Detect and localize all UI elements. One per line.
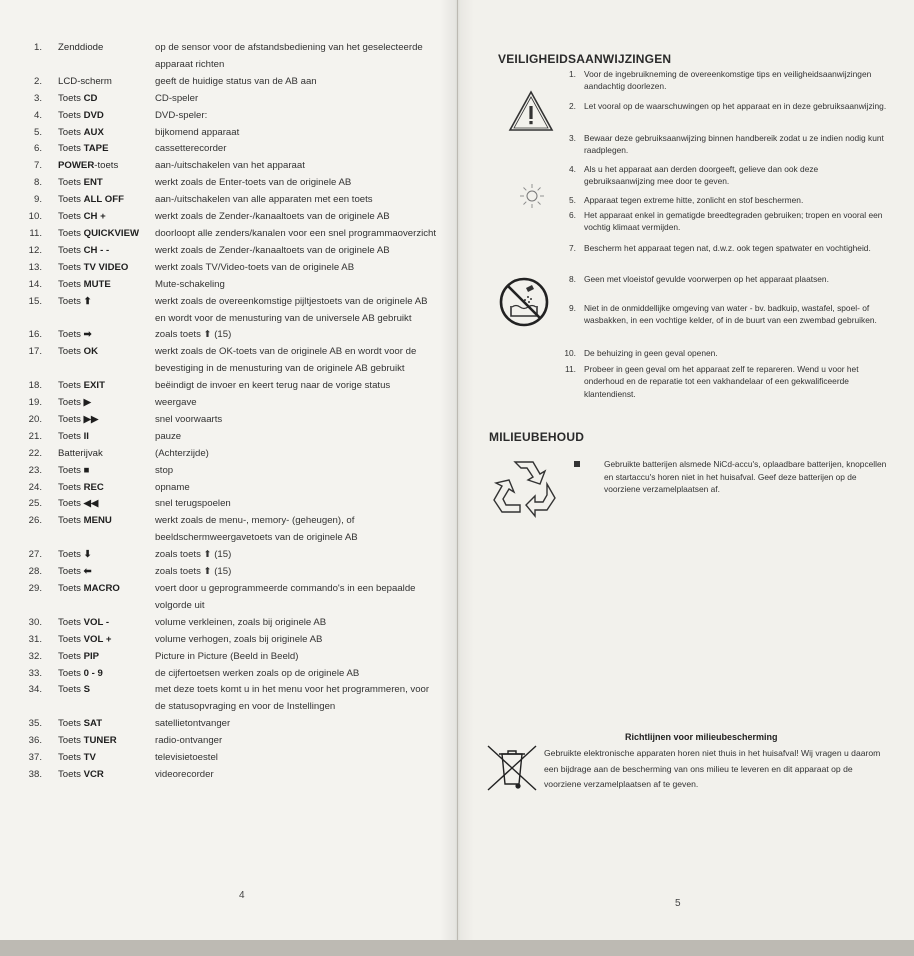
recycle-icon [490,456,558,520]
legend-key [58,91,154,108]
legend-description: met deze toets komt u in het menu voor het programmeren, voor de statusopvraging en voor de Instellingen [155,684,430,713]
legend-row [0,767,457,784]
legend-number: 26. [28,515,42,527]
legend-row [0,209,457,226]
legend-row [0,378,457,395]
safety-text: Bewaar deze gebruiksaanwijzing binnen handbereik zodat u ze indien nodig kunt raadplegen. [584,133,884,156]
page-fold [440,0,474,956]
legend-key-prefix: Batterijvak [58,447,103,459]
legend-number: 4. [33,109,42,121]
legend-key-prefix: Toets [58,768,84,780]
legend-key-prefix: Toets [58,464,84,476]
legend-row [0,226,457,243]
legend-number: 34. [28,684,42,696]
legend-key-name: ⬅ [83,566,92,578]
legend-number: 5. [33,126,42,138]
legend-row [0,632,457,649]
legend-description: radio-ontvanger [155,735,223,747]
legend-description: op de sensor voor de afstandsbediening van het geselecteerde apparaat richten [155,42,423,70]
legend-description: cassetterecorder [155,143,227,155]
legend-row [0,327,457,344]
legend-key-name: ➡ [83,329,92,341]
legend-key-name: VOL - [83,616,110,628]
legend-number: 2. [33,75,42,87]
safety-text: Voor de ingebruikneming de overeenkomstige tips en veiligheidsaanwijzingen aandachtig doorlezen. [584,69,872,92]
legend-description: werkt zoals de overeenkomstige pijltjestoets van de originele AB en wordt voor de menusturing van de universele AB gebruikt [155,295,428,324]
legend-row [0,91,457,108]
legend-description: werkt zoals TV/Video-toets van de originele AB [155,261,355,273]
legend-description: volume verkleinen, zoals bij originele AB [155,616,327,628]
legend-number: 20. [28,413,42,425]
legend-description: televisietoestel [155,752,218,764]
legend-key-prefix: Toets [58,667,84,679]
legend-key-prefix: Toets [58,380,84,392]
legend-key-prefix: Toets [58,346,84,358]
legend-row [0,733,457,750]
safety-number: 1. [569,69,576,79]
legend-key-name: TUNER [83,735,117,747]
legend-description: weergave [155,397,197,409]
legend-key [58,209,154,226]
sun-icon [518,182,546,210]
legend-key [58,666,154,683]
legend-key-prefix: Toets [58,549,84,561]
legend-key-name: 0 - 9 [83,667,103,679]
legend-key [58,40,154,57]
safety-number: 4. [569,164,576,174]
legend-row [0,277,457,294]
legend-key-name: S [83,684,91,696]
legend-key-prefix: Zenddiode [58,42,104,53]
legend-number: 33. [28,667,42,679]
legend-row [0,412,457,429]
legend-description: zoals toets ⬆ (15) [155,329,232,341]
legend-description: CD-speler [155,92,199,104]
legend-key [58,429,154,446]
legend-key-name: MUTE [83,278,111,290]
legend-key-name: ⬆ [83,295,92,307]
legend-key-name: CH + [83,211,106,223]
legend-row [0,682,457,716]
legend-description: snel voorwaarts [155,413,223,425]
legend-description: aan-/uitschakelen van alle apparaten met een toets [155,194,373,206]
legend-key-name: PIP [83,650,100,662]
legend-description: bijkomend apparaat [155,126,240,138]
page-number-left: 4 [239,890,245,901]
safety-text: Let vooral op de waarschuwingen op het apparaat en in deze gebruiksaanwijzing. [584,101,887,111]
safety-text: Geen met vloeistof gevulde voorwerpen op het apparaat plaatsen. [584,274,829,284]
legend-key-suffix: -toets [94,160,119,172]
legend-key [58,733,154,750]
page-number-right: 5 [675,898,681,909]
legend-description: stop [155,464,174,476]
legend-key [58,294,154,311]
no-water-icon [498,276,550,328]
legend-description: Picture in Picture (Beeld in Beeld) [155,650,299,662]
legend-key [58,564,154,581]
legend-row [0,513,457,547]
legend-row [0,547,457,564]
safety-text: Probeer in geen geval om het apparaat zelf te repareren. Wend u voor het onderhoud en de reparatie tot een vakhandelaar of een gekwalificeerde klantendienst. [584,364,859,399]
legend-key [58,378,154,395]
legend-number: 19. [28,397,42,409]
legend-key [58,412,154,429]
legend-key-prefix: Toets [58,211,84,223]
legend-key-prefix: Toets [58,735,84,747]
legend-key [58,547,154,564]
legend-key [58,463,154,480]
legend-key-name: ▶▶ [83,413,99,425]
safety-item [569,194,890,206]
legend-row [0,649,457,666]
legend-description: werkt zoals de Enter-toets van de originele AB [155,177,352,189]
safety-text: Als u het apparaat aan derden doorgeeft, gelieve dan ook deze gebruiksaanwijzing mee door te geven. [584,164,819,187]
legend-key-prefix: Toets [58,616,84,628]
legend-row [0,429,457,446]
legend-key [58,750,154,767]
legend-number: 36. [28,735,42,747]
legend-key-prefix: Toets [58,244,84,256]
legend-row [0,480,457,497]
legend-key-name: ◀◀ [83,498,99,510]
legend-key-prefix: Toets [58,295,84,307]
legend-key-name: EXIT [83,380,105,392]
safety-text: Niet in de onmiddellijke omgeving van water - bv. badkuip, wastafel, spoel- of wasbakken, in een vochtige kelder, of in de buurt van een zwembad gebruiken. [584,303,877,326]
legend-description: zoals toets ⬆ (15) [155,566,232,578]
environment-text: Gebruikte batterijen alsmede NiCd-accu's, oplaadbare batterijen, knopcellen en startaccu's horen niet in het huisafval. Geef deze batterijen op de voorziene verzamelplaatsen af. [604,459,887,495]
legend-key-prefix: Toets [58,227,84,239]
legend-key-prefix: Toets [58,126,84,138]
legend-key-prefix: Toets [58,329,84,341]
legend-key-name: CH - - [83,244,110,256]
legend-description: volume verhogen, zoals bij originele AB [155,633,323,645]
legend-key [58,243,154,260]
legend-description: videorecorder [155,768,214,780]
legend-description: geeft de huidige status van de AB aan [155,75,317,87]
safety-number: 6. [569,210,576,220]
safety-text: Het apparaat enkel in gematigde breedtegraden gebruiken; tropen en vooral een vochtig klimaat vermijden. [584,210,883,233]
legend-number: 16. [28,329,42,341]
legend-key [58,513,154,530]
legend-key-prefix: LCD-scherm [58,75,112,87]
legend-key-prefix: Toets [58,177,84,189]
legend-number: 15. [28,295,42,307]
safety-number: 9. [569,303,576,313]
guidelines-text: Gebruikte elektronische apparaten horen niet thuis in het huisafval! Wij vragen u daarom een bijdrage aan de bescherming van ons milieu te leveren en dit apparaat op de voorziene verzamelplaatsen af te geven. [544,748,881,789]
legend-key [58,175,154,192]
legend-number: 8. [33,177,42,189]
legend-key-prefix: Toets [58,109,84,121]
legend-description: werkt zoals de OK-toets van de originele AB en wordt voor de bevestiging in de menusturing van de originele AB gebruikt [155,346,417,375]
legend-number: 14. [28,278,42,290]
safety-item [569,100,890,112]
legend-key-name: II [83,430,89,442]
legend-number: 35. [28,718,42,730]
legend-description: aan-/uitschakelen van het apparaat [155,160,305,172]
legend-row [0,192,457,209]
legend-row [0,260,457,277]
legend-number: 17. [28,346,42,358]
safety-item [564,363,890,400]
legend-key [58,632,154,649]
legend-key-prefix: Toets [58,194,84,206]
legend-key-prefix: Toets [58,498,84,510]
legend-key-name: ▶ [83,397,91,409]
legend-description: zoals toets ⬆ (15) [155,549,232,561]
legend-description: voert door u geprogrammeerde commando's in een bepaalde volgorde uit [155,583,416,611]
legend-key [58,192,154,209]
legend-number: 31. [28,633,42,645]
legend-key [58,682,154,699]
legend-key-prefix: Toets [58,566,84,578]
legend-row [0,125,457,142]
legend-row [0,463,457,480]
safety-item [569,302,890,327]
legend-number: 29. [28,583,42,594]
legend-description: opname [155,481,190,493]
legend-key [58,344,154,361]
legend-key-prefix: Toets [58,718,84,730]
legend-key [58,649,154,666]
safety-item [569,209,890,234]
legend-number: 11. [29,227,42,239]
safety-item [569,132,890,157]
legend-key-prefix: Toets [58,397,84,409]
legend-row [0,243,457,260]
legend-description: werkt zoals de Zender-/kanaaltoets van de originele AB [155,244,390,256]
legend-row [0,74,457,91]
safety-item [569,68,890,93]
legend-number: 1. [33,42,42,53]
legend-key-name: POWER [58,160,95,172]
legend-number: 28. [28,566,42,578]
legend-key [58,496,154,513]
legend-row [0,395,457,412]
safety-item [569,273,890,285]
legend-row [0,344,457,378]
legend-number: 18. [28,380,42,392]
legend-key [58,395,154,412]
safety-text: De behuizing in geen geval openen. [584,348,718,358]
legend-key-name: TAPE [83,143,109,155]
legend-number: 10. [28,211,42,223]
legend-key-name: ALL OFF [83,194,124,206]
legend-number: 13. [28,261,42,273]
legend-row [0,141,457,158]
legend-key-name: QUICKVIEW [83,227,140,239]
legend-key [58,108,154,125]
legend-key-name: ■ [83,464,90,476]
legend-number: 12. [28,244,42,256]
legend-row [0,446,457,463]
legend-description: werkt zoals de Zender-/kanaaltoets van de originele AB [155,211,390,223]
legend-number: 32. [28,650,42,662]
legend-key [58,125,154,142]
legend-key [58,226,154,243]
legend-description: beëindigt de invoer en keert terug naar de vorige status [155,380,391,392]
legend-description: Mute-schakeling [155,278,225,290]
legend-key-name: CD [83,92,98,104]
legend-number: 37. [28,752,42,764]
button-legend-list [0,40,457,784]
legend-description: de cijfertoetsen werken zoals op de originele AB [155,667,360,679]
legend-key [58,767,154,784]
legend-key-prefix: Toets [58,261,84,273]
legend-description: DVD-speler: [155,109,208,121]
legend-number: 25. [28,498,42,510]
safety-number: 7. [569,243,576,253]
legend-key [58,260,154,277]
legend-key-name: DVD [83,109,104,121]
legend-key [58,716,154,733]
legend-key-prefix: Toets [58,583,84,594]
legend-key [58,277,154,294]
guidelines-title: Richtlijnen voor milieubescherming [625,732,778,742]
legend-number: 9. [33,194,42,206]
safety-item [569,163,890,188]
crossed-bin-icon [486,744,538,792]
legend-key-prefix: Toets [58,143,84,155]
legend-key [58,141,154,158]
legend-key [58,158,154,175]
legend-number: 6. [33,143,42,155]
legend-description: (Achterzijde) [155,447,209,459]
legend-row [0,158,457,175]
safety-number: 8. [569,274,576,284]
legend-key [58,74,154,91]
legend-key-name: OK [83,346,98,358]
legend-key-prefix: Toets [58,684,84,696]
legend-key-prefix: Toets [58,515,84,527]
safety-number: 5. [569,195,576,205]
legend-description: satellietontvanger [155,718,231,730]
legend-key-name: TV VIDEO [83,261,129,273]
safety-text: Apparaat tegen extreme hitte, zonlicht en stof beschermen. [584,195,804,205]
warning-triangle-icon [508,90,554,132]
legend-key-name: AUX [83,126,104,138]
legend-key-prefix: Toets [58,413,84,425]
environment-title: MILIEUBEHOUD [489,430,585,444]
legend-row [0,175,457,192]
env-bullet [574,461,580,467]
legend-number: 27. [28,549,42,561]
legend-key [58,446,154,463]
legend-key-prefix: Toets [58,633,84,645]
safety-number: 11. [564,364,576,374]
legend-number: 21. [28,430,42,442]
legend-key [58,581,154,598]
legend-key-prefix: Toets [58,650,84,662]
legend-key-name: SAT [83,718,103,730]
legend-key [58,327,154,344]
safety-item [564,347,890,359]
legend-key-name: REC [83,481,104,493]
legend-number: 30. [28,616,42,628]
legend-key-name: TV [83,752,96,764]
legend-number: 3. [33,92,42,104]
legend-key [58,480,154,497]
legend-key-name: MENU [83,515,112,527]
legend-row [0,666,457,683]
legend-description: doorloopt alle zenders/kanalen voor een snel programmaoverzicht [155,227,437,239]
legend-number: 7. [33,160,42,172]
safety-number: 2. [569,101,576,111]
safety-text: Bescherm het apparaat tegen nat, d.w.z. ook tegen spatwater en vochtigheid. [584,243,871,253]
legend-row [0,581,457,615]
legend-number: 38. [28,768,42,780]
legend-key-name: VCR [83,768,104,780]
legend-description: snel terugspoelen [155,498,231,510]
safety-title: VEILIGHEIDSAANWIJZINGEN [498,52,672,66]
legend-row [0,564,457,581]
legend-description: pauze [155,430,182,442]
legend-key-prefix: Toets [58,92,84,104]
legend-number: 22. [28,447,42,459]
legend-description: werkt zoals de menu-, memory- (geheugen), of beeldschermweergavetoets van de originele AB [155,515,358,544]
legend-key-name: MACRO [83,583,120,594]
legend-row [0,40,457,74]
safety-item [569,242,890,254]
legend-number: 24. [28,481,42,493]
safety-number: 10. [564,348,576,358]
legend-key-prefix: Toets [58,752,84,764]
legend-row [0,108,457,125]
legend-key-prefix: Toets [58,481,84,493]
legend-row [0,496,457,513]
legend-key-name: ⬇ [83,549,92,561]
legend-row [0,294,457,328]
legend-key-name: VOL + [83,633,112,645]
legend-row [0,716,457,733]
booklet-edge [0,940,914,956]
legend-key-prefix: Toets [58,430,84,442]
safety-number: 3. [569,133,576,143]
legend-key-name: ENT [83,177,103,189]
legend-row [0,615,457,632]
legend-row [0,750,457,767]
legend-number: 23. [28,464,42,476]
legend-key-prefix: Toets [58,278,84,290]
legend-key [58,615,154,632]
